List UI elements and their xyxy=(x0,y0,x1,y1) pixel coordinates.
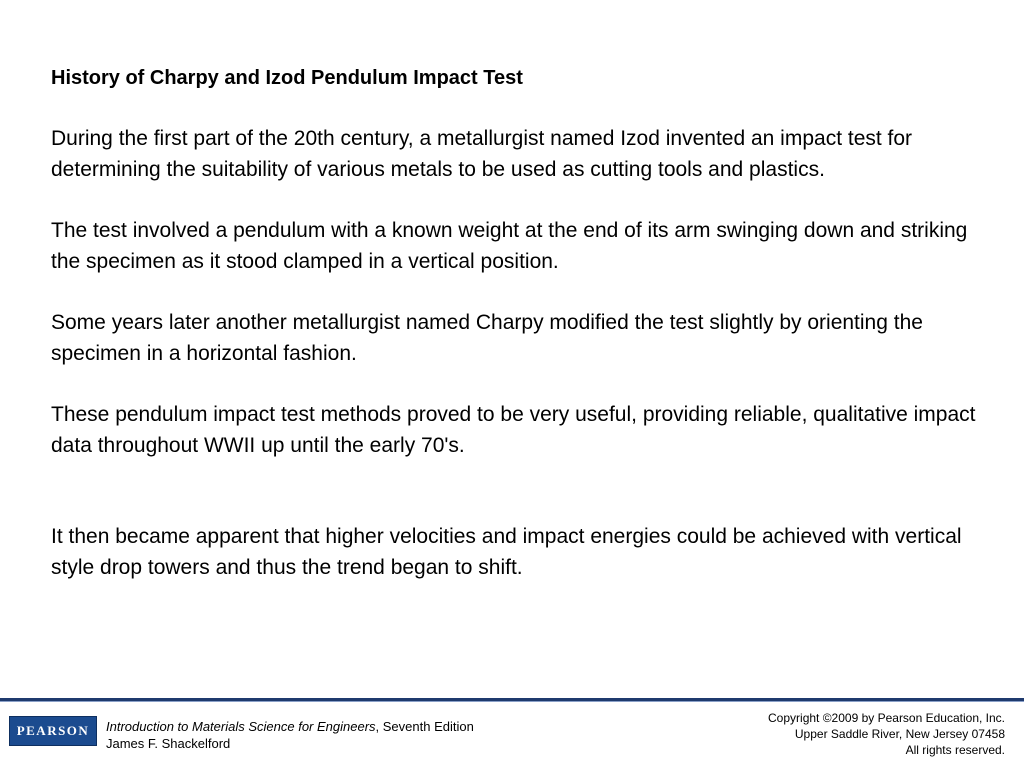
footer-divider xyxy=(0,698,1024,702)
copyright-notice xyxy=(768,710,1005,758)
copyright-address: Upper Saddle River, New Jersey 07458 xyxy=(794,727,1005,741)
copyright-rights: All rights reserved. xyxy=(905,743,1005,757)
slide-title: History of Charpy and Izod Pendulum Impact Test xyxy=(51,67,523,89)
paragraph-izod: During the first part of the 20th century, a metallurgist named Izod invented an impact test for determining the suitability of various metals to be used as cutting tools and plastics. xyxy=(51,127,913,181)
book-title: Introduction to Materials Science for Engineers xyxy=(106,719,376,734)
paragraph-charpy: Some years later another metallurgist named Charpy modified the test slightly by orienting the specimen in a horizontal fashion. xyxy=(51,311,923,365)
book-title-line xyxy=(106,718,474,735)
book-info xyxy=(106,718,474,752)
slide-content xyxy=(51,63,981,614)
pearson-logo xyxy=(9,716,97,746)
paragraph-pendulum: The test involved a pendulum with a known weight at the end of its arm swinging down and striking the specimen as it stood clamped in a vertical position. xyxy=(51,219,968,273)
paragraph-wwii: These pendulum impact test methods proved to be very useful, providing reliable, qualitative impact data throughout WWII up until the early 70's. xyxy=(51,403,976,457)
copyright-line: Copyright ©2009 by Pearson Education, Inc. xyxy=(768,711,1005,725)
book-edition: , Seventh Edition xyxy=(375,719,474,734)
pearson-logo-text: PEARSON xyxy=(16,723,90,738)
book-author: James F. Shackelford xyxy=(106,736,231,751)
paragraph-drop-towers: It then became apparent that higher velocities and impact energies could be achieved with vertical style drop towers and thus the trend began to shift. xyxy=(51,525,962,579)
